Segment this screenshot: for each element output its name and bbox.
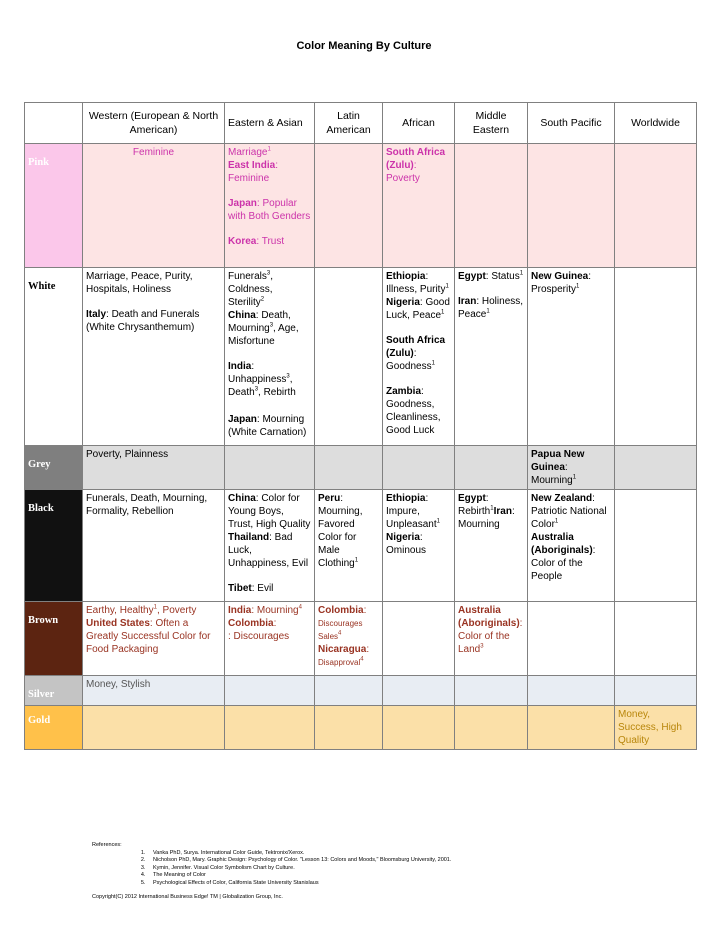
cell-silver-worldwide — [615, 676, 697, 706]
white-eastern-china-text: : Death, Mourning — [228, 310, 291, 334]
row-grey — [25, 446, 697, 490]
cell-black-south-pacific: New Zealand: Patriotic National Color$^1$ Australia (Aboriginals): Color of the People — [528, 490, 615, 602]
swatch-black — [25, 490, 83, 602]
cell-white-western — [83, 268, 225, 446]
header-western: Western (European & North American) — [83, 103, 225, 144]
swatch-grey — [25, 446, 83, 490]
cell-brown-african — [383, 602, 455, 676]
black-african-ethiopia-text: : Impure, Unpleasant — [386, 493, 437, 530]
reference-item: 2. Nicholson PhD, Mary. Graphic Design: Psychology of Color. "Lesson 13: Colors and Moods," Bloomsburg University, 2001. — [147, 857, 451, 865]
black-african-nigeria-text: : Ominous — [386, 532, 427, 556]
white-western-text: Marriage, Peace, Purity, Hospitals, Holiness — [86, 271, 193, 295]
black-western-text: Funerals, Death, Mourning, Formality, Rebellion — [86, 493, 208, 517]
cell-brown-south-pacific — [528, 602, 615, 676]
row-black — [25, 490, 697, 602]
cell-pink-latin — [315, 144, 383, 268]
page-title: Color Meaning By Culture — [296, 40, 432, 52]
brown-western-text: Earthy, Healthy — [86, 605, 154, 616]
brown-western-us-text: : Often a Greatly Successful Color for Food Packaging — [86, 618, 211, 655]
cell-gold-middle-eastern — [455, 706, 528, 750]
white-african-zambia: Zambia — [386, 386, 422, 397]
cell-brown-middle-eastern: Australia (Aboriginals): Color of the Land$^3$ — [455, 602, 528, 676]
white-eastern-china-text2: , Age, Misfortune — [228, 323, 299, 347]
black-eastern-china-text: : Color for Young Boys, Trust, High Quality — [228, 493, 311, 530]
cell-gold-eastern — [225, 706, 315, 750]
black-sp-new-zealand-text: : Patriotic National Color — [531, 493, 607, 530]
cell-brown-eastern: India: Mourning$^4$ Colombia: : Discourages — [225, 602, 315, 676]
white-sp-text: : Prosperity — [531, 271, 592, 295]
cell-gold-african — [383, 706, 455, 750]
header-middle-eastern: Middle Eastern — [455, 103, 528, 144]
header-african: African — [383, 103, 455, 144]
black-sp-australia-text: : Color of the People — [531, 545, 596, 582]
pink-eastern-korea: Korea — [228, 236, 257, 247]
cell-grey-worldwide — [615, 446, 697, 490]
cell-white-south-pacific: New Guinea: Prosperity$^1$ — [528, 268, 615, 446]
black-sp-australia: Australia (Aboriginals) — [531, 532, 593, 556]
cell-silver-south-pacific — [528, 676, 615, 706]
cell-brown-western: Earthy, Healthy$^1$, Poverty United States: Often a Greatly Successful Color for Food Packaging — [83, 602, 225, 676]
cell-white-worldwide — [615, 268, 697, 446]
grey-sp-text: : Mourning — [531, 462, 573, 486]
black-me-egypt-text: : Rebirth — [458, 493, 491, 517]
white-western-italy-text: : Death and Funerals (White Chrysanthemum) — [86, 309, 200, 333]
white-eastern-india-text2: , Death — [228, 374, 293, 398]
gold-worldwide-text: Money, Success, High Quality — [618, 709, 682, 746]
cell-white-latin — [315, 268, 383, 446]
cell-pink-western — [83, 144, 225, 268]
cell-gold-south-pacific — [528, 706, 615, 750]
reference-item: 4. The Meaning of Color — [147, 872, 451, 880]
header-eastern: Eastern & Asian — [225, 103, 315, 144]
swatch-white — [25, 268, 83, 446]
color-meaning-table — [24, 102, 697, 750]
cell-grey-south-pacific: Papua New Guinea: Mourning$^1$ — [528, 446, 615, 490]
cell-grey-middle-eastern — [455, 446, 528, 490]
label-brown: Brown — [28, 615, 59, 626]
row-brown — [25, 602, 697, 676]
reference-item: 1. Vanka PhD, Surya. International Color Guide, Tektronix/Xerox. — [147, 850, 451, 858]
white-african-ethiopia-text: : Illness, Purity — [386, 271, 446, 295]
cell-gold-western — [83, 706, 225, 750]
white-eastern-coldness: , Coldness, Sterility — [228, 271, 274, 308]
white-eastern-china: China — [228, 310, 256, 321]
brown-eastern-india: India — [228, 605, 252, 616]
white-sp-place: New Guinea — [531, 271, 589, 282]
header-row — [25, 103, 697, 144]
white-african-zambia-text: : Goodness, Cleanliness, Good Luck — [386, 386, 441, 436]
white-me-iran-text: : Holiness, Peace — [458, 296, 524, 320]
label-gold: Gold — [28, 715, 51, 726]
label-grey: Grey — [28, 459, 51, 470]
cell-pink-south-pacific — [528, 144, 615, 268]
brown-latin-nicaragua-text: Disapproval — [318, 658, 361, 667]
label-silver: Silver — [28, 689, 55, 700]
white-eastern-india-text: : Unhappiness — [228, 361, 287, 385]
cell-black-middle-eastern: Egypt: Rebirth$^1$Iran: Mourning — [455, 490, 528, 602]
pink-eastern-japan: Japan — [228, 198, 257, 209]
white-african-nigeria-text: : Good Luck, Peace — [386, 297, 450, 321]
white-eastern-funerals: Funerals — [228, 271, 267, 282]
header-blank — [25, 103, 83, 144]
black-me-egypt: Egypt — [458, 493, 486, 504]
row-white — [25, 268, 697, 446]
brown-latin-nicaragua: Nicaragua — [318, 644, 367, 655]
brown-western-us: United States — [86, 618, 150, 629]
black-latin-peru-text: : Mourning, Favored Color for Male Clothing — [318, 493, 363, 569]
brown-latin-colombia: Colombia — [318, 605, 364, 616]
white-me-egypt: Egypt — [458, 271, 486, 282]
grey-sp-place: Papua New Guinea — [531, 449, 585, 473]
pink-eastern-india: East India — [228, 160, 276, 171]
white-african-south-africa: South Africa (Zulu) — [386, 335, 446, 359]
cell-black-western — [83, 490, 225, 602]
header-worldwide: Worldwide — [615, 103, 697, 144]
label-white: White — [28, 281, 56, 292]
cell-brown-worldwide — [615, 602, 697, 676]
header-south-pacific: South Pacific — [528, 103, 615, 144]
cell-white-african: Ethiopia: Illness, Purity$^1$ Nigeria: Good Luck, Peace$^1$ South Africa (Zulu): Goodness$^1$ Zambia: Goodness, Cleanliness, Good Luck — [383, 268, 455, 446]
pink-african-text: Poverty — [386, 173, 420, 184]
cell-black-worldwide — [615, 490, 697, 602]
brown-eastern-india-text: : Mourning — [251, 605, 299, 616]
grey-western-text: Poverty, Plainness — [86, 449, 169, 460]
cell-pink-african: South Africa (Zulu): Poverty — [383, 144, 455, 268]
black-eastern-tibet: Tibet — [228, 583, 252, 594]
brown-western-text2: , Poverty — [156, 605, 197, 616]
swatch-silver — [25, 676, 83, 706]
label-pink: Pink — [28, 157, 50, 168]
cell-grey-african — [383, 446, 455, 490]
references-list — [92, 850, 451, 888]
brown-latin-colombia-text: Discourages Sales — [318, 619, 363, 641]
cell-grey-latin — [315, 446, 383, 490]
black-eastern-thailand: Thailand — [228, 532, 270, 543]
white-eastern-india-text3: , Rebirth — [258, 387, 296, 398]
pink-eastern-marriage: Marriage — [228, 147, 268, 158]
silver-western-text: Money, Stylish — [86, 679, 151, 690]
pink-african-place: South Africa (Zulu) — [386, 147, 446, 171]
cell-pink-middle-eastern — [455, 144, 528, 268]
reference-item: 5. Psychological Effects of Color, California State University Stanislaus — [147, 880, 451, 888]
brown-eastern-colombia: Colombia — [228, 618, 274, 629]
cell-silver-western — [83, 676, 225, 706]
label-black: Black — [28, 503, 54, 514]
black-me-iran: Iran — [493, 506, 512, 517]
cell-gold-worldwide — [615, 706, 697, 750]
cell-silver-eastern — [225, 676, 315, 706]
cell-pink-worldwide — [615, 144, 697, 268]
cell-black-african: Ethiopia: Impure, Unpleasant$^1$ Nigeria: Ominous — [383, 490, 455, 602]
black-sp-new-zealand: New Zealand — [531, 493, 593, 504]
cell-white-middle-eastern: Egypt: Status$^1$ Iran: Holiness, Peace$^1$ — [455, 268, 528, 446]
black-eastern-china: China — [228, 493, 256, 504]
black-latin-peru: Peru — [318, 493, 341, 504]
cell-silver-african — [383, 676, 455, 706]
brown-me-australia-text: : Color of the Land — [458, 618, 523, 655]
row-pink — [25, 144, 697, 268]
white-eastern-japan-text: : Mourning (White Carnation) — [228, 414, 307, 438]
cell-grey-eastern — [225, 446, 315, 490]
white-eastern-japan: Japan — [228, 414, 257, 425]
cell-gold-latin — [315, 706, 383, 750]
cell-black-latin: Peru: Mourning, Favored Color for Male Clothing$^1$ — [315, 490, 383, 602]
white-me-egypt-text: : Status — [485, 271, 520, 282]
cell-pink-eastern: Marriage$^1$ East India: Feminine Japan: Popular with Both Genders Korea: Trust — [225, 144, 315, 268]
header-latin: Latin American — [315, 103, 383, 144]
pink-eastern-korea-text: : Trust — [256, 236, 285, 247]
cell-silver-middle-eastern — [455, 676, 528, 706]
row-gold — [25, 706, 697, 750]
white-western-italy: Italy — [86, 309, 107, 320]
black-me-iran-text: : Mourning — [458, 506, 515, 530]
cell-silver-latin — [315, 676, 383, 706]
black-eastern-tibet-text: : Evil — [251, 583, 274, 594]
references — [92, 842, 451, 887]
white-african-ethiopia: Ethiopia — [386, 271, 426, 282]
black-african-ethiopia: Ethiopia — [386, 493, 426, 504]
cell-white-eastern: Funerals$^3$, Coldness, Sterility$^2$ China: Death, Mourning$^3$, Age, Misfortune India: Unhappiness$^3$, Death$^3$, Rebirth Japan: Mourning (White Carnation) — [225, 268, 315, 446]
white-me-iran: Iran — [458, 296, 477, 307]
cell-black-eastern — [225, 490, 315, 602]
swatch-pink — [25, 144, 83, 268]
copyright: Copyright(C) 2012 International Business Edge! TM | Globalization Group, Inc. — [92, 894, 283, 900]
pink-western-text: Feminine — [132, 147, 175, 158]
pink-eastern-japan-text: : Popular with Both Genders — [228, 198, 311, 222]
brown-me-australia: Australia (Aboriginals) — [458, 605, 520, 629]
pink-eastern-feminine: Feminine — [228, 173, 270, 184]
cell-brown-latin: Colombia: Discourages Sales$^4$ Nicaragua: Disapproval$^4$ — [315, 602, 383, 676]
black-eastern-thailand-text: : Bad Luck, Unhappiness, Evil — [228, 532, 309, 569]
reference-item: 3. Kymin, Jennifer. Visual Color Symbolism Chart by Culture. — [147, 865, 451, 873]
row-silver — [25, 676, 697, 706]
white-african-south-africa-text: : Goodness — [386, 348, 432, 372]
swatch-brown — [25, 602, 83, 676]
brown-eastern-colombia-text: : Discourages — [228, 631, 290, 642]
cell-grey-western — [83, 446, 225, 490]
references-heading: References: — [92, 842, 122, 848]
white-eastern-india: India — [228, 361, 252, 372]
swatch-gold — [25, 706, 83, 750]
black-african-nigeria: Nigeria — [386, 532, 420, 543]
white-african-nigeria: Nigeria — [386, 297, 420, 308]
